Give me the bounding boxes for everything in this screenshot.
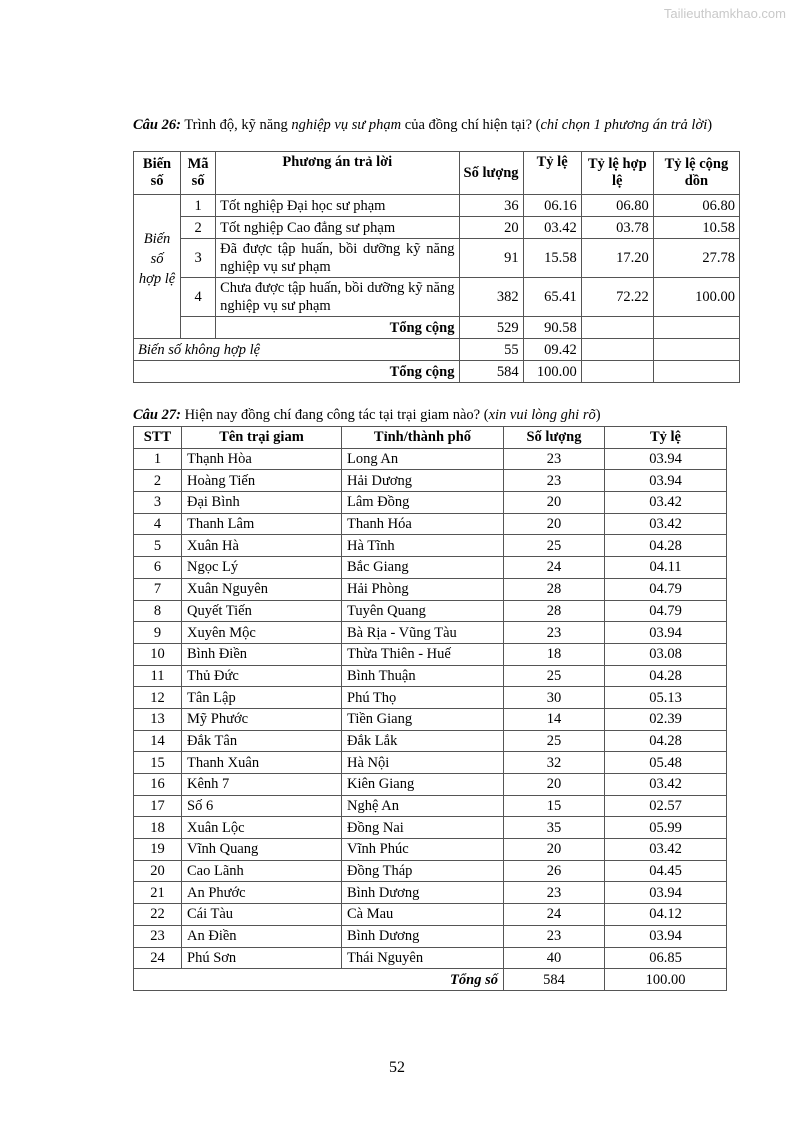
cell-code: 3 bbox=[181, 239, 216, 278]
cell-percent: 03.94 bbox=[605, 882, 727, 904]
cell-count: 382 bbox=[459, 278, 523, 317]
cell-valid-percent: 72.22 bbox=[581, 278, 653, 317]
table-row bbox=[134, 817, 727, 839]
cell-province: Phú Thọ bbox=[342, 687, 504, 709]
cell-percent: 06.16 bbox=[523, 195, 581, 217]
cell-province: Hải Dương bbox=[342, 470, 504, 492]
cell-count: 28 bbox=[504, 600, 605, 622]
cell-count: 28 bbox=[504, 578, 605, 600]
table-row bbox=[134, 600, 727, 622]
cell-percent: 04.45 bbox=[605, 860, 727, 882]
cell-option: Chưa được tập huấn, bồi dưỡng kỹ năng nghiệp vụ sư phạm bbox=[216, 278, 459, 317]
cell-count: 18 bbox=[504, 643, 605, 665]
cell-prison-name: Xuân Nguyên bbox=[182, 578, 342, 600]
table-row bbox=[134, 774, 727, 796]
cell-percent: 65.41 bbox=[523, 278, 581, 317]
col-header-variable: Biến số bbox=[134, 152, 181, 195]
cell-prison-name: Ngọc Lý bbox=[182, 557, 342, 579]
cell-prison-name: Kênh 7 bbox=[182, 774, 342, 796]
cell-stt: 8 bbox=[134, 600, 182, 622]
cell-percent: 03.42 bbox=[605, 513, 727, 535]
page-number: 52 bbox=[389, 1059, 405, 1076]
table-row bbox=[134, 839, 727, 861]
cell-count: 24 bbox=[504, 904, 605, 926]
table-row bbox=[134, 239, 740, 278]
question-26-number: Câu 26: bbox=[133, 117, 181, 133]
cell-count: 36 bbox=[459, 195, 523, 217]
cell-percent: 03.94 bbox=[605, 925, 727, 947]
cell-valid-percent: 06.80 bbox=[581, 195, 653, 217]
cell-province: Đồng Tháp bbox=[342, 860, 504, 882]
col-header-code: Mã số bbox=[181, 152, 216, 195]
cell-prison-name: Quyết Tiến bbox=[182, 600, 342, 622]
table-row bbox=[134, 217, 740, 239]
cell-stt: 9 bbox=[134, 622, 182, 644]
table-row bbox=[134, 904, 727, 926]
cell-province: Bình Dương bbox=[342, 925, 504, 947]
cell-percent: 04.28 bbox=[605, 665, 727, 687]
cell-prison-name: Đắk Tân bbox=[182, 730, 342, 752]
cell-percent: 03.42 bbox=[605, 839, 727, 861]
watermark: Tailieuthamkhao.com bbox=[663, 6, 786, 21]
cell-stt: 15 bbox=[134, 752, 182, 774]
question-26 bbox=[133, 116, 723, 134]
cell-province: Hà Tĩnh bbox=[342, 535, 504, 557]
table-question-26 bbox=[133, 151, 740, 383]
cell-percent: 03.94 bbox=[605, 448, 727, 470]
cell-prison-name: Cao Lãnh bbox=[182, 860, 342, 882]
cell-province: Bắc Giang bbox=[342, 557, 504, 579]
cell-province: Thanh Hóa bbox=[342, 513, 504, 535]
cell-percent: 15.58 bbox=[523, 239, 581, 278]
cell-stt: 20 bbox=[134, 860, 182, 882]
cell-percent: 05.13 bbox=[605, 687, 727, 709]
cell-province: Tiền Giang bbox=[342, 708, 504, 730]
table-row bbox=[134, 195, 740, 217]
cell-prison-name: Xuân Lộc bbox=[182, 817, 342, 839]
cell-stt: 21 bbox=[134, 882, 182, 904]
table-row bbox=[134, 622, 727, 644]
cell-stt: 23 bbox=[134, 925, 182, 947]
cell-percent: 04.11 bbox=[605, 557, 727, 579]
cell-count: 15 bbox=[504, 795, 605, 817]
col-header-valid-percent: Tỷ lệ hợp lệ bbox=[581, 152, 653, 195]
cell-option: Đã được tập huấn, bồi dưỡng kỹ năng nghiệp vụ sư phạm bbox=[216, 239, 459, 278]
cell-count: 14 bbox=[504, 708, 605, 730]
table-row bbox=[134, 535, 727, 557]
cell-count: 30 bbox=[504, 687, 605, 709]
cell-percent: 04.28 bbox=[605, 730, 727, 752]
cell-count: 26 bbox=[504, 860, 605, 882]
cell-province: Long An bbox=[342, 448, 504, 470]
cell-stt: 5 bbox=[134, 535, 182, 557]
cell-count: 23 bbox=[504, 925, 605, 947]
table-row bbox=[134, 665, 727, 687]
cell-province: Hà Nội bbox=[342, 752, 504, 774]
cell-province: Đắk Lắk bbox=[342, 730, 504, 752]
total-label: Tổng số bbox=[134, 969, 504, 991]
cell-stt: 14 bbox=[134, 730, 182, 752]
question-26-emphasis: nghiệp vụ sư phạm bbox=[291, 117, 402, 133]
cell-prison-name: Bình Điền bbox=[182, 643, 342, 665]
cell-cumulative-percent: 27.78 bbox=[653, 239, 739, 278]
question-26-note: chỉ chọn 1 phương án trả lời bbox=[540, 117, 708, 133]
cell-stt: 12 bbox=[134, 687, 182, 709]
cell-count: 20 bbox=[504, 513, 605, 535]
cell-count: 24 bbox=[504, 557, 605, 579]
cell-empty bbox=[581, 317, 653, 339]
table-row bbox=[134, 448, 727, 470]
table-header-row bbox=[134, 427, 727, 449]
table-row bbox=[134, 470, 727, 492]
table-body bbox=[134, 448, 727, 969]
cell-prison-name: Đại Bình bbox=[182, 492, 342, 514]
table-row bbox=[134, 492, 727, 514]
col-header-count: Số lượng bbox=[459, 152, 523, 195]
cell-province: Bà Rịa - Vũng Tàu bbox=[342, 622, 504, 644]
cell-valid-percent: 17.20 bbox=[581, 239, 653, 278]
total-row bbox=[134, 361, 740, 383]
table-question-27 bbox=[133, 426, 727, 991]
cell-percent: 05.99 bbox=[605, 817, 727, 839]
cell-count: 20 bbox=[504, 492, 605, 514]
question-27-text-2: ) bbox=[595, 407, 601, 423]
cell-prison-name: Vĩnh Quang bbox=[182, 839, 342, 861]
question-27 bbox=[133, 406, 723, 424]
cell-province: Vĩnh Phúc bbox=[342, 839, 504, 861]
cell-count: 20 bbox=[459, 217, 523, 239]
table-row bbox=[134, 730, 727, 752]
cell-count: 23 bbox=[504, 882, 605, 904]
cell-percent: 03.42 bbox=[523, 217, 581, 239]
cell-option: Tốt nghiệp Cao đẳng sư phạm bbox=[216, 217, 459, 239]
cell-code: 4 bbox=[181, 278, 216, 317]
cell-province: Tuyên Quang bbox=[342, 600, 504, 622]
cell-prison-name: Cái Tàu bbox=[182, 904, 342, 926]
col-header-percent: Tỷ lệ bbox=[523, 152, 581, 195]
cell-count: 35 bbox=[504, 817, 605, 839]
invalid-label: Biến số không hợp lệ bbox=[134, 339, 460, 361]
question-27-note: xin vui lòng ghi rõ bbox=[488, 407, 596, 423]
cell-stt: 22 bbox=[134, 904, 182, 926]
cell-empty bbox=[181, 317, 216, 339]
table-row bbox=[134, 578, 727, 600]
cell-percent: 03.08 bbox=[605, 643, 727, 665]
cell-prison-name: Thạnh Hòa bbox=[182, 448, 342, 470]
cell-count: 23 bbox=[504, 448, 605, 470]
total-percent: 100.00 bbox=[523, 361, 581, 383]
total-count: 584 bbox=[459, 361, 523, 383]
invalid-row bbox=[134, 339, 740, 361]
cell-cumulative-percent: 100.00 bbox=[653, 278, 739, 317]
cell-province: Đồng Nai bbox=[342, 817, 504, 839]
cell-prison-name: Xuân Hà bbox=[182, 535, 342, 557]
cell-prison-name: Số 6 bbox=[182, 795, 342, 817]
cell-province: Cà Mau bbox=[342, 904, 504, 926]
cell-percent: 04.28 bbox=[605, 535, 727, 557]
question-27-number: Câu 27: bbox=[133, 407, 181, 423]
col-header-stt: STT bbox=[134, 427, 182, 449]
cell-count: 25 bbox=[504, 665, 605, 687]
cell-stt: 24 bbox=[134, 947, 182, 969]
table-row bbox=[134, 687, 727, 709]
cell-count: 40 bbox=[504, 947, 605, 969]
table-row bbox=[134, 860, 727, 882]
cell-province: Thừa Thiên - Huế bbox=[342, 643, 504, 665]
subtotal-percent: 90.58 bbox=[523, 317, 581, 339]
cell-stt: 1 bbox=[134, 448, 182, 470]
cell-prison-name: Thanh Lâm bbox=[182, 513, 342, 535]
cell-stt: 3 bbox=[134, 492, 182, 514]
cell-province: Nghệ An bbox=[342, 795, 504, 817]
cell-count: 25 bbox=[504, 535, 605, 557]
cell-count: 23 bbox=[504, 622, 605, 644]
table-row bbox=[134, 278, 740, 317]
cell-stt: 11 bbox=[134, 665, 182, 687]
cell-empty bbox=[581, 339, 653, 361]
table-row bbox=[134, 795, 727, 817]
table-row bbox=[134, 947, 727, 969]
cell-stt: 6 bbox=[134, 557, 182, 579]
cell-province: Bình Dương bbox=[342, 882, 504, 904]
cell-stt: 16 bbox=[134, 774, 182, 796]
subtotal-count: 529 bbox=[459, 317, 523, 339]
cell-option: Tốt nghiệp Đại học sư phạm bbox=[216, 195, 459, 217]
cell-stt: 4 bbox=[134, 513, 182, 535]
cell-stt: 7 bbox=[134, 578, 182, 600]
cell-percent: 02.57 bbox=[605, 795, 727, 817]
cell-prison-name: Mỹ Phước bbox=[182, 708, 342, 730]
cell-stt: 2 bbox=[134, 470, 182, 492]
table-row bbox=[134, 925, 727, 947]
cell-percent: 04.12 bbox=[605, 904, 727, 926]
cell-percent: 03.42 bbox=[605, 492, 727, 514]
total-percent: 100.00 bbox=[605, 969, 727, 991]
invalid-count: 55 bbox=[459, 339, 523, 361]
cell-count: 32 bbox=[504, 752, 605, 774]
cell-province: Thái Nguyên bbox=[342, 947, 504, 969]
cell-province: Bình Thuận bbox=[342, 665, 504, 687]
cell-prison-name: Xuyên Mộc bbox=[182, 622, 342, 644]
col-header-percent: Tỷ lệ bbox=[605, 427, 727, 449]
cell-empty bbox=[581, 361, 653, 383]
cell-cumulative-percent: 10.58 bbox=[653, 217, 739, 239]
cell-percent: 03.42 bbox=[605, 774, 727, 796]
cell-code: 1 bbox=[181, 195, 216, 217]
cell-prison-name: Phú Sơn bbox=[182, 947, 342, 969]
invalid-percent: 09.42 bbox=[523, 339, 581, 361]
cell-province: Kiên Giang bbox=[342, 774, 504, 796]
table-header-row bbox=[134, 152, 740, 195]
cell-empty bbox=[653, 361, 739, 383]
cell-prison-name: Thủ Đức bbox=[182, 665, 342, 687]
table-row bbox=[134, 557, 727, 579]
cell-count: 91 bbox=[459, 239, 523, 278]
cell-stt: 17 bbox=[134, 795, 182, 817]
subtotal-label: Tổng cộng bbox=[216, 317, 459, 339]
cell-percent: 03.94 bbox=[605, 470, 727, 492]
total-row bbox=[134, 969, 727, 991]
cell-cumulative-percent: 06.80 bbox=[653, 195, 739, 217]
table-row bbox=[134, 708, 727, 730]
col-header-cumulative-percent: Tỷ lệ cộng dồn bbox=[653, 152, 739, 195]
cell-prison-name: Tân Lập bbox=[182, 687, 342, 709]
col-header-count: Số lượng bbox=[504, 427, 605, 449]
group-label-valid: Biến số hợp lệ bbox=[134, 195, 181, 339]
cell-prison-name: An Phước bbox=[182, 882, 342, 904]
cell-count: 20 bbox=[504, 774, 605, 796]
cell-percent: 06.85 bbox=[605, 947, 727, 969]
question-26-text-2: của đồng chí hiện tại? ( bbox=[401, 117, 541, 133]
cell-count: 20 bbox=[504, 839, 605, 861]
total-count: 584 bbox=[504, 969, 605, 991]
cell-code: 2 bbox=[181, 217, 216, 239]
question-26-text-3: ) bbox=[707, 117, 713, 133]
cell-prison-name: Hoàng Tiến bbox=[182, 470, 342, 492]
cell-stt: 10 bbox=[134, 643, 182, 665]
cell-percent: 04.79 bbox=[605, 600, 727, 622]
col-header-province: Tỉnh/thành phố bbox=[342, 427, 504, 449]
cell-province: Lâm Đồng bbox=[342, 492, 504, 514]
col-header-option: Phương án trả lời bbox=[216, 152, 459, 195]
col-header-prison-name: Tên trại giam bbox=[182, 427, 342, 449]
table-row bbox=[134, 882, 727, 904]
question-27-text-1: Hiện nay đồng chí đang công tác tại trại giam nào? ( bbox=[180, 407, 489, 423]
cell-empty bbox=[653, 317, 739, 339]
table-row bbox=[134, 752, 727, 774]
cell-stt: 19 bbox=[134, 839, 182, 861]
cell-percent: 04.79 bbox=[605, 578, 727, 600]
cell-percent: 05.48 bbox=[605, 752, 727, 774]
cell-valid-percent: 03.78 bbox=[581, 217, 653, 239]
table-row bbox=[134, 513, 727, 535]
cell-empty bbox=[653, 339, 739, 361]
cell-stt: 18 bbox=[134, 817, 182, 839]
cell-count: 23 bbox=[504, 470, 605, 492]
cell-count: 25 bbox=[504, 730, 605, 752]
cell-prison-name: An Điền bbox=[182, 925, 342, 947]
table-row bbox=[134, 643, 727, 665]
question-26-text-1: Trình độ, kỹ năng bbox=[180, 117, 292, 133]
subtotal-row bbox=[134, 317, 740, 339]
cell-province: Hải Phòng bbox=[342, 578, 504, 600]
cell-prison-name: Thanh Xuân bbox=[182, 752, 342, 774]
cell-percent: 02.39 bbox=[605, 708, 727, 730]
total-label: Tổng cộng bbox=[134, 361, 460, 383]
cell-stt: 13 bbox=[134, 708, 182, 730]
cell-percent: 03.94 bbox=[605, 622, 727, 644]
